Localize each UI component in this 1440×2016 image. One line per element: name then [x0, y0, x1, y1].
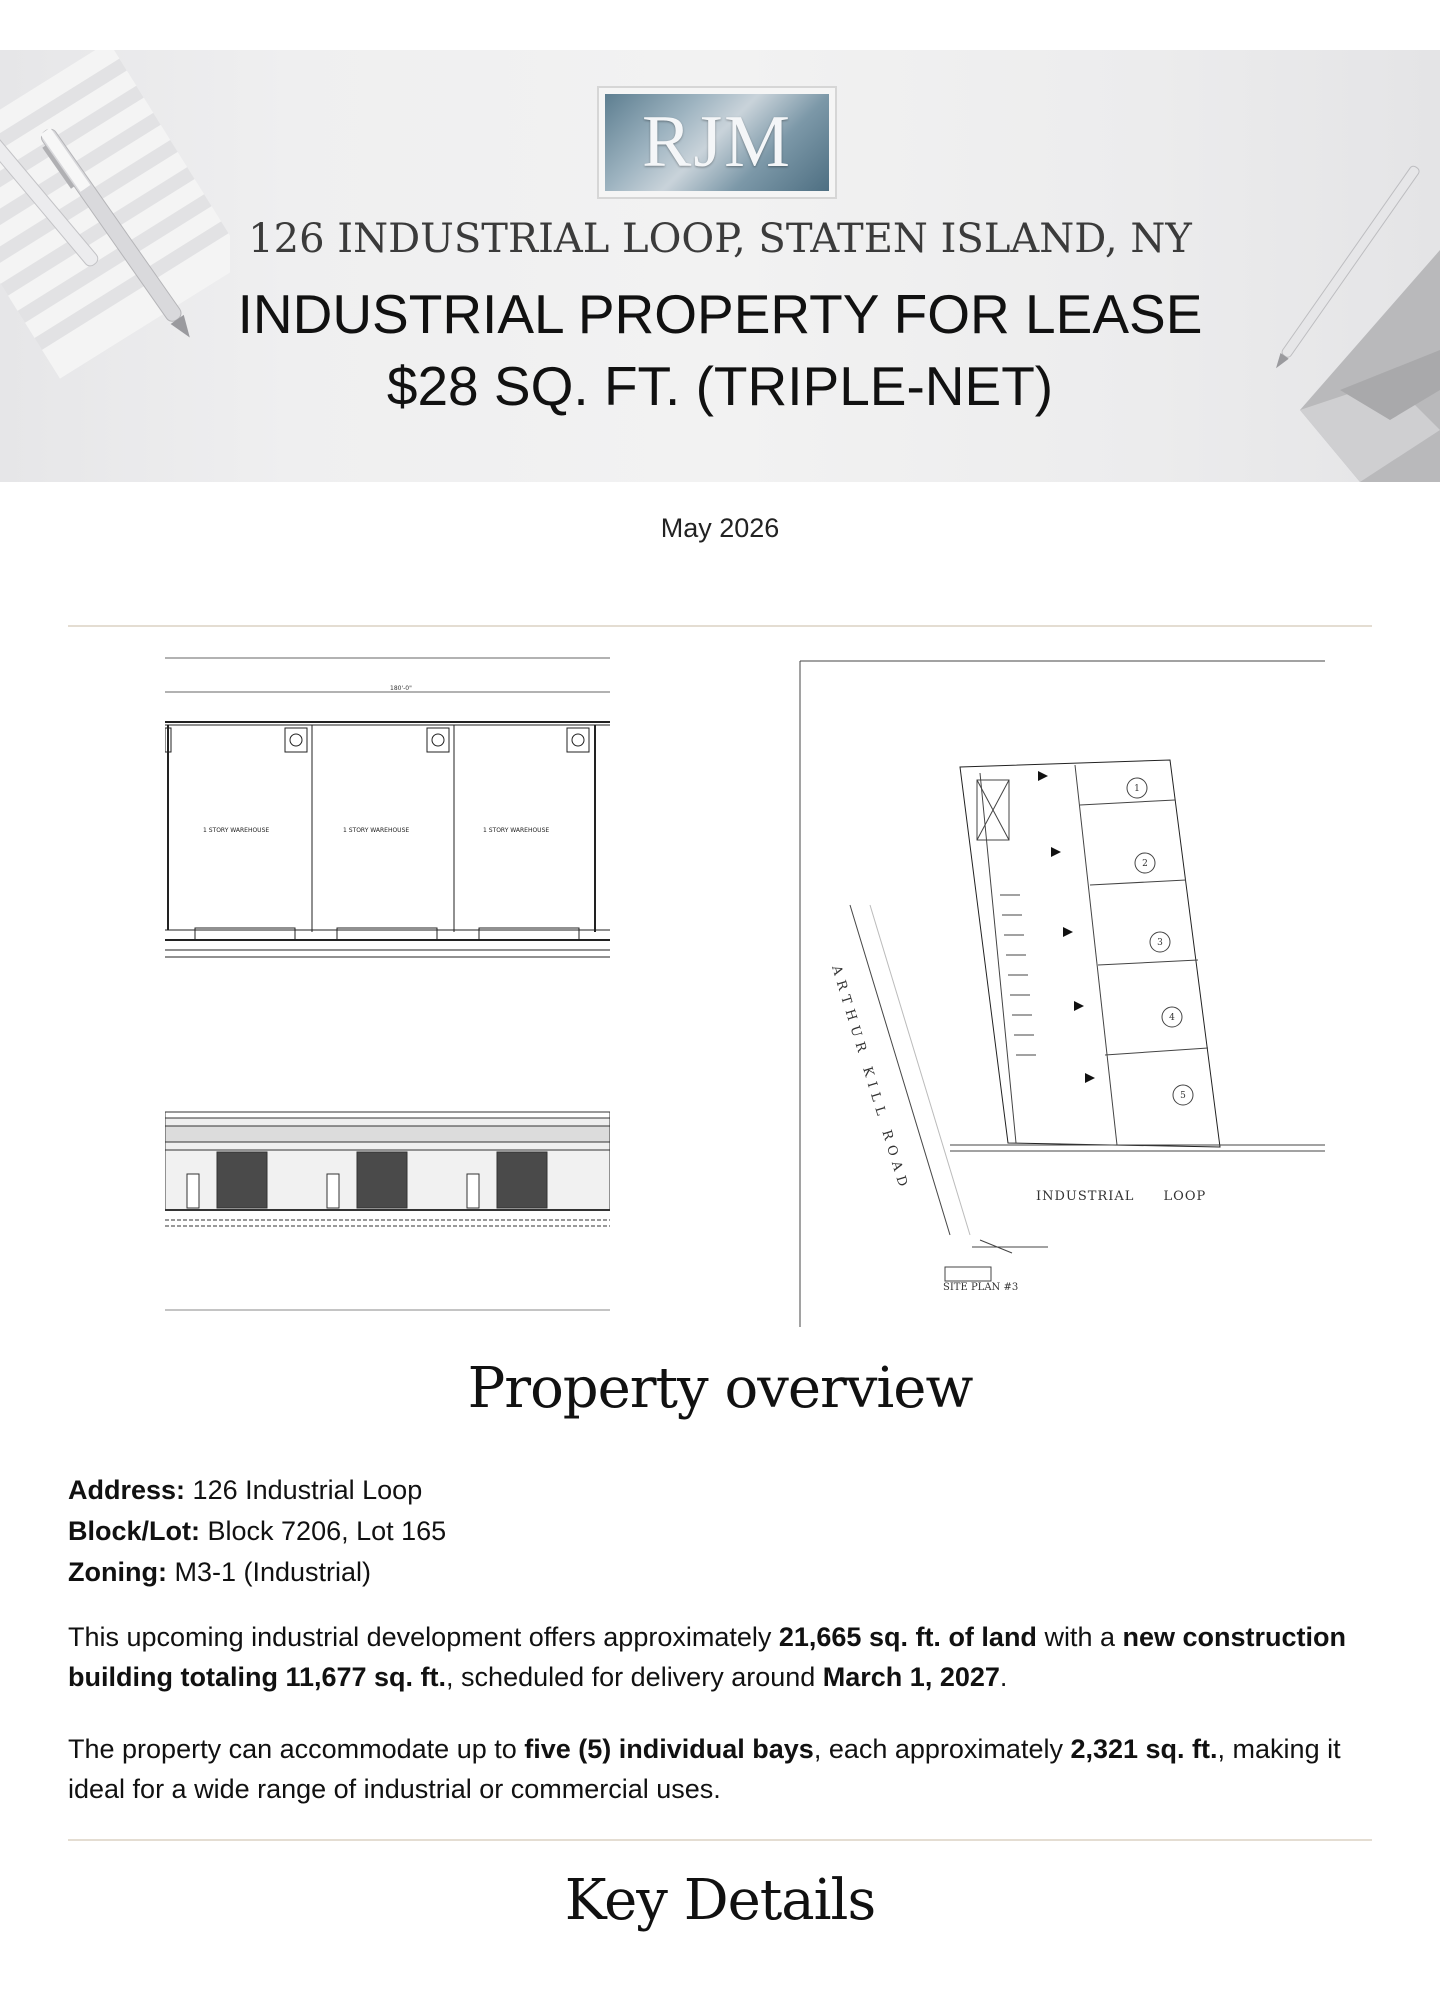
overview-heading: Property overview [467, 1356, 973, 1421]
divider [68, 1839, 1372, 1841]
bay-number-3: 3 [1157, 938, 1163, 948]
hero-banner [0, 50, 1440, 482]
warehouse-label-1: 1 STORY WAREHOUSE [203, 827, 270, 834]
overview-paragraph-1 [68, 1617, 1378, 1697]
text-run: , making it ideal for a wide range of industrial or commercial uses. [68, 1734, 1341, 1804]
site-plan-drawing [780, 655, 1325, 1327]
divider [68, 625, 1372, 627]
brochure-date: May 2026 [660, 513, 780, 543]
fact-value: Block 7206, Lot 165 [207, 1516, 447, 1546]
bay-number-2: 2 [1142, 859, 1148, 869]
property-address-heading: 126 INDUSTRIAL LOOP, STATEN ISLAND, NY [248, 216, 1192, 262]
fact-value: M3-1 (Industrial) [174, 1557, 372, 1587]
floor-plan-drawing [165, 650, 610, 1315]
listing-title: INDUSTRIAL PROPERTY FOR LEASE [237, 283, 1203, 345]
text-run-bold: new construction building totaling 11,677 sq. ft. [68, 1622, 1346, 1692]
fact-value: 126 Industrial Loop [192, 1475, 423, 1505]
lease-price: $28 SQ. FT. (TRIPLE-NET) [386, 355, 1054, 417]
warehouse-label-2: 1 STORY WAREHOUSE [343, 827, 410, 834]
overview-paragraph-2 [68, 1729, 1378, 1809]
site-plan-label: SITE PLAN #3 [943, 1282, 1019, 1293]
rjm-logo [597, 86, 837, 199]
fact-block-lot [68, 1511, 1378, 1552]
text-run: . [999, 1662, 1008, 1692]
street-label: INDUSTRIAL LOOP [1036, 1189, 1207, 1204]
bay-number-1: 1 [1134, 784, 1140, 794]
text-run: This upcoming industrial development offers approximately [68, 1622, 779, 1652]
svg-text:180'-0": 180'-0" [390, 685, 412, 692]
fact-address [68, 1470, 1378, 1511]
fact-label: Zoning: [68, 1557, 167, 1587]
fact-label: Address: [68, 1475, 186, 1505]
text-run: The property can accommodate up to [68, 1734, 525, 1764]
warehouse-label-3: 1 STORY WAREHOUSE [483, 827, 550, 834]
bay-number-5: 5 [1180, 1091, 1186, 1101]
text-run-bold: 2,321 sq. ft. [1070, 1734, 1218, 1764]
bay-number-4: 4 [1169, 1013, 1175, 1023]
property-facts [68, 1470, 1378, 1593]
road-label: ARTHUR KILL ROAD [828, 963, 912, 1195]
text-run: , scheduled for delivery around [446, 1662, 823, 1692]
fact-zoning [68, 1552, 1378, 1593]
fact-label: Block/Lot: [68, 1516, 200, 1546]
text-run-bold: 21,665 sq. ft. of land [778, 1622, 1037, 1652]
text-run: , each approximately [813, 1734, 1071, 1764]
text-run-bold: March 1, 2027 [822, 1662, 1000, 1692]
text-run-bold: five (5) individual bays [524, 1734, 814, 1764]
key-details-heading: Key Details [564, 1868, 876, 1933]
text-run: with a [1036, 1622, 1123, 1652]
logo-text: RJM [605, 94, 829, 191]
